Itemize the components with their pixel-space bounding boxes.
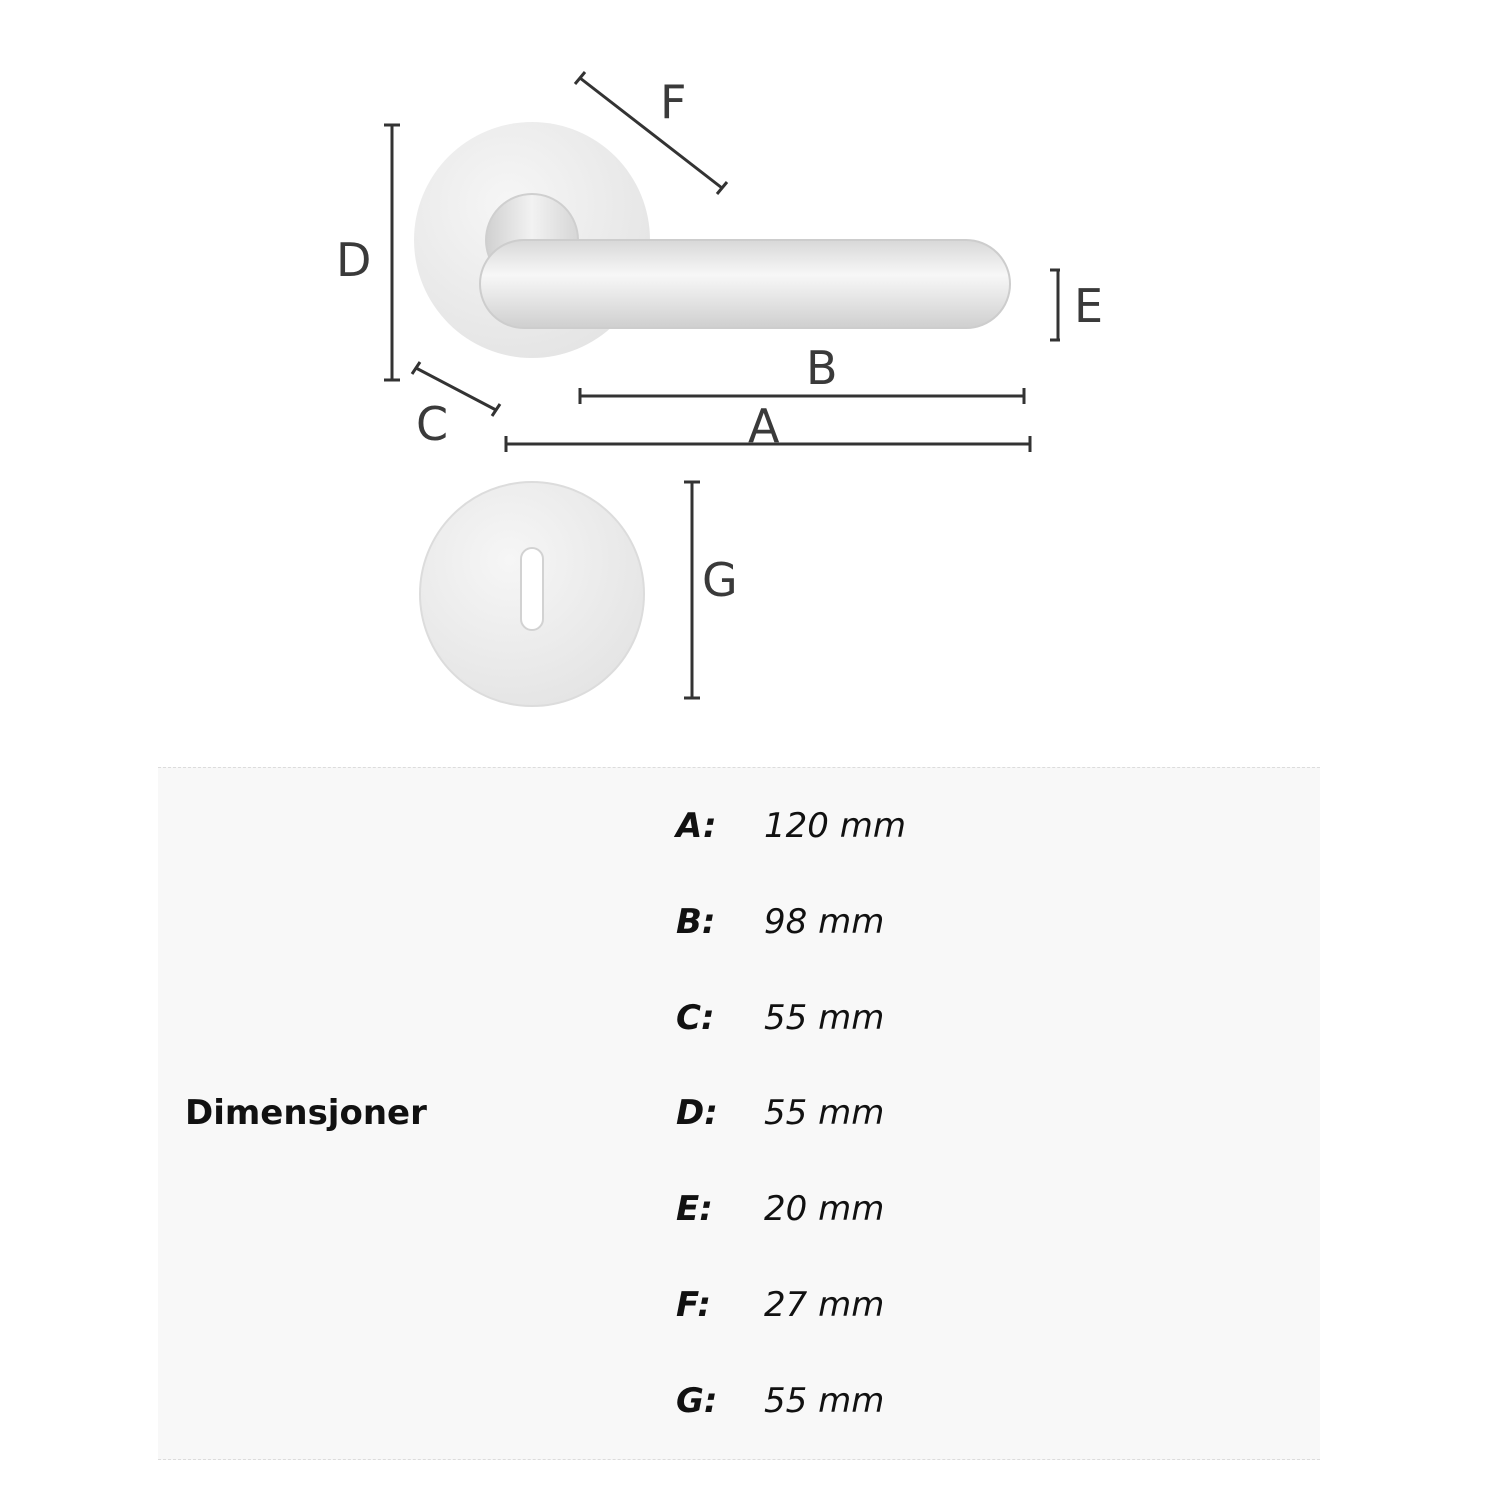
spec-row-g	[676, 1376, 1076, 1426]
keyhole-escutcheon-icon	[420, 482, 644, 706]
handle-bar	[480, 240, 1010, 328]
label-d: D	[336, 233, 372, 287]
dimensions-heading: Dimensjoner	[185, 1093, 427, 1133]
dimension-line-g	[684, 482, 700, 698]
spec-key: D:	[676, 1093, 718, 1133]
spec-row-d	[676, 1088, 1076, 1138]
spec-value: 55 mm	[764, 1381, 885, 1421]
spec-value: 20 mm	[764, 1189, 885, 1229]
label-f: F	[660, 75, 687, 129]
label-b: B	[806, 341, 838, 395]
dimension-line-b	[580, 388, 1024, 404]
spec-row-c	[676, 993, 1076, 1043]
spec-value: 27 mm	[764, 1285, 885, 1325]
spec-key: C:	[676, 998, 715, 1038]
spec-key: G:	[676, 1381, 718, 1421]
dimensions-table	[158, 767, 1320, 1460]
label-c: C	[416, 397, 449, 451]
spec-value: 55 mm	[764, 998, 885, 1038]
dimension-line-e	[1050, 270, 1060, 340]
label-a: A	[748, 399, 780, 453]
spec-key: A:	[676, 806, 717, 846]
label-e: E	[1074, 279, 1104, 333]
spec-value: 55 mm	[764, 1093, 885, 1133]
spec-row-a	[676, 801, 1076, 851]
spec-key: F:	[676, 1285, 711, 1325]
spec-row-b	[676, 897, 1076, 947]
keyhole-slot	[521, 548, 543, 630]
spec-row-e	[676, 1184, 1076, 1234]
label-g: G	[702, 553, 738, 607]
spec-value: 98 mm	[764, 902, 885, 942]
spec-row-f	[676, 1280, 1076, 1330]
spec-key: E:	[676, 1189, 713, 1229]
dimension-line-d	[384, 125, 400, 380]
lever-handle-icon	[414, 122, 1010, 358]
spec-key: B:	[676, 902, 716, 942]
spec-value: 120 mm	[764, 806, 906, 846]
